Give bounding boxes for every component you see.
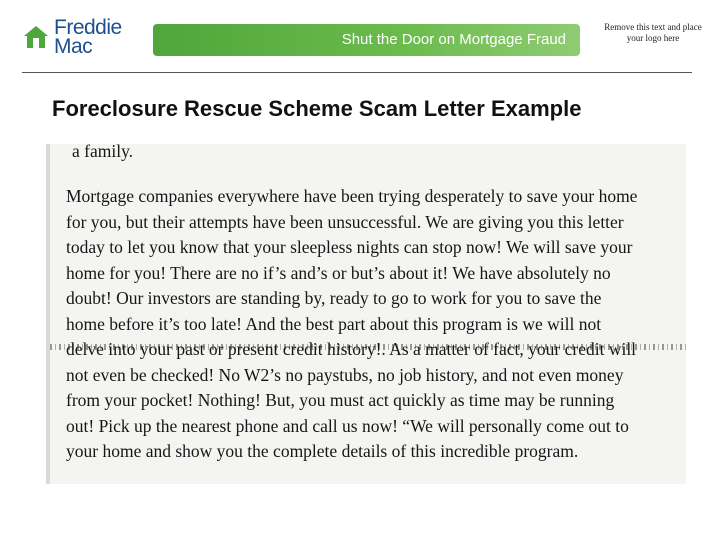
letter-line: today to let you know that your sleepless nights can stop now! We will save your (66, 237, 633, 257)
letter-line: out! Pick up the nearest phone and call us now! “We will personally come out to (66, 415, 629, 436)
letter-line: home for you! There are no if’s and’s or but’s about it! We have absolutely no (66, 262, 611, 283)
letter-line: home before it’s too late! And the best part about this program is we will not (66, 313, 602, 334)
letter-line: not even be checked! No W2’s no paystubs, no job history, and not even money (66, 364, 624, 385)
letter-line: from your pocket! Nothing! But, you must act quickly as time may be running (66, 390, 615, 410)
letter-line: delve into your past or present credit history!. As a matter of fact, your credit will (66, 339, 637, 359)
letter-body (66, 184, 676, 465)
letter-line: doubt! Our investors are standing by, ready to go to work for you to save the (66, 288, 602, 308)
house-icon (22, 24, 50, 50)
banner-text: Shut the Door on Mortgage Fraud (341, 31, 566, 48)
letter-line: your home and show you the complete details of this incredible program. (66, 441, 579, 461)
slide-title: Foreclosure Rescue Scheme Scam Letter Example (52, 96, 582, 121)
letter-line: for you, but their attempts have been unsuccessful. We are giving you this letter (66, 211, 624, 232)
logo-placeholder-note: Remove this text and place your logo here (604, 22, 702, 43)
freddie-mac-logo (22, 18, 132, 62)
letter-top-fragment: a family. (72, 141, 134, 161)
logo-line1: Freddie (54, 16, 122, 39)
logo-line2: Mac (54, 35, 93, 58)
campaign-banner (153, 24, 580, 56)
logo-wordmark (54, 18, 122, 56)
scan-edge (46, 144, 50, 484)
letter-line: Mortgage companies everywhere have been trying desperately to save your home (66, 186, 638, 206)
header-divider (22, 72, 692, 73)
